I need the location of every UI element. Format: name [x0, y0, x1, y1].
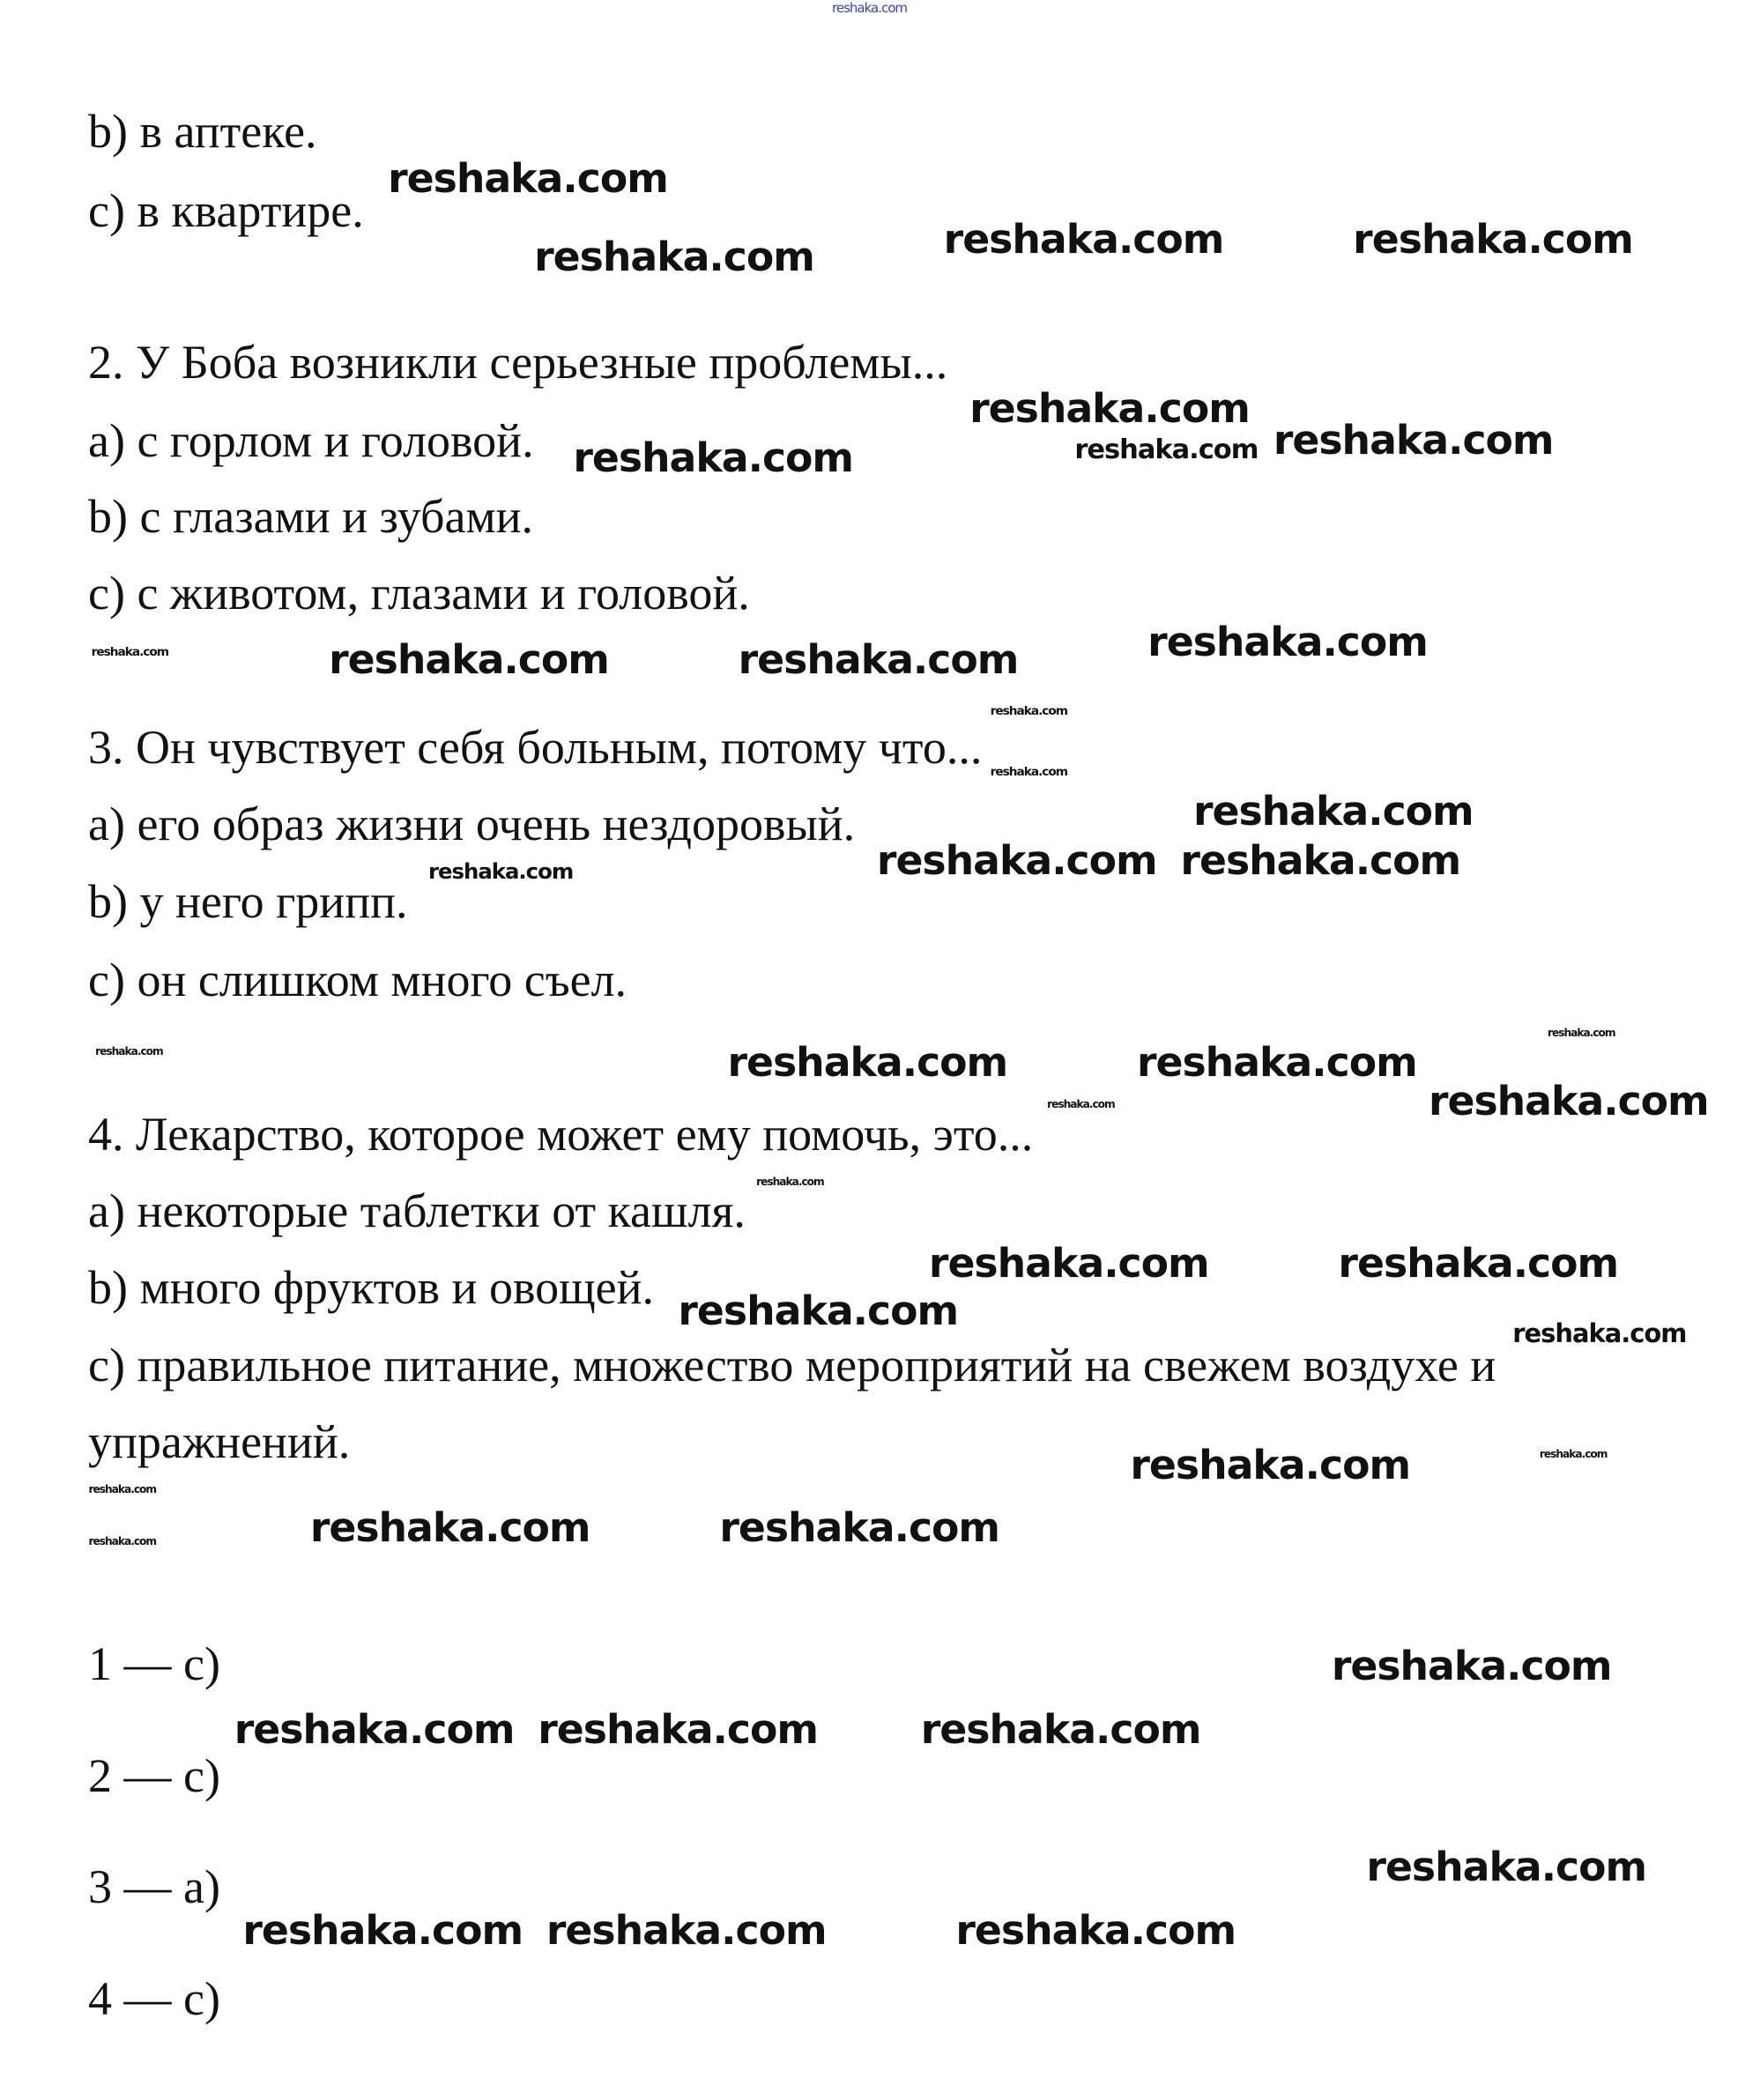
watermark: reshaka.com	[955, 1906, 1236, 1954]
option-line: упражнений.	[88, 1415, 351, 1468]
answer-line: 1 — c)	[88, 1637, 220, 1690]
watermark: reshaka.com	[1147, 618, 1428, 665]
watermark: reshaka.com	[990, 704, 1068, 719]
watermark: reshaka.com	[1192, 788, 1474, 835]
watermark: reshaka.com	[427, 857, 574, 884]
watermark: reshaka.com	[943, 216, 1224, 263]
header-watermark: reshaka.com	[832, 0, 907, 16]
watermark: reshaka.com	[88, 1482, 157, 1495]
watermark: reshaka.com	[928, 1240, 1209, 1287]
watermark: reshaka.com	[573, 434, 854, 482]
watermark: reshaka.com	[969, 384, 1250, 432]
watermark: reshaka.com	[329, 635, 609, 683]
option-line: c) он слишком много съел.	[88, 954, 627, 1006]
watermark: reshaka.com	[1353, 216, 1633, 263]
watermark: reshaka.com	[234, 1705, 515, 1753]
answer-line: 3 — a)	[88, 1860, 220, 1913]
watermark: reshaka.com	[388, 155, 668, 203]
watermark: reshaka.com	[95, 1045, 163, 1058]
watermark: reshaka.com	[678, 1287, 959, 1334]
answer-line: 4 — c)	[88, 1972, 220, 2025]
watermark: reshaka.com	[719, 1504, 1000, 1552]
watermark: reshaka.com	[756, 1176, 824, 1189]
option-line: c) правильное питание, множество мероприятий на свежем воздухе и	[88, 1339, 1496, 1391]
watermark: reshaka.com	[1428, 1077, 1709, 1124]
watermark: reshaka.com	[876, 837, 1157, 885]
watermark: reshaka.com	[309, 1504, 590, 1552]
question-4: 4. Лекарство, которое может ему помочь, это...	[88, 1108, 1034, 1161]
watermark: reshaka.com	[534, 233, 814, 280]
option-line: b) много фруктов и овощей.	[88, 1261, 655, 1314]
watermark: reshaka.com	[1180, 837, 1461, 885]
watermark: reshaka.com	[242, 1906, 524, 1954]
option-line: b) в аптеке.	[88, 105, 317, 158]
watermark: reshaka.com	[990, 764, 1068, 779]
watermark: reshaka.com	[1539, 1448, 1608, 1461]
watermark: reshaka.com	[538, 1705, 818, 1753]
watermark: reshaka.com	[1366, 1844, 1647, 1891]
watermark: reshaka.com	[546, 1906, 827, 1954]
watermark: reshaka.com	[1331, 1642, 1612, 1689]
watermark: reshaka.com	[1512, 1318, 1687, 1349]
watermark: reshaka.com	[738, 635, 1019, 683]
answer-line: 2 — c)	[88, 1749, 220, 1802]
question-2: 2. У Боба возникли серьезные проблемы...	[88, 336, 948, 389]
option-line: b) у него грипп.	[88, 875, 408, 928]
option-line: a) некоторые таблетки от кашля.	[88, 1184, 746, 1237]
watermark: reshaka.com	[727, 1038, 1008, 1086]
option-line: a) с горлом и головой.	[88, 414, 534, 467]
question-3: 3. Он чувствует себя больным, потому что...	[88, 721, 983, 774]
watermark: reshaka.com	[1047, 1097, 1115, 1110]
watermark: reshaka.com	[1074, 434, 1259, 466]
option-line: b) с глазами и зубами.	[88, 490, 534, 543]
watermark: reshaka.com	[1130, 1441, 1411, 1488]
watermark: reshaka.com	[1338, 1240, 1619, 1287]
option-line: c) в квартире.	[88, 184, 364, 237]
watermark: reshaka.com	[1136, 1038, 1417, 1086]
option-line: c) с животом, глазами и головой.	[88, 567, 750, 620]
watermark: reshaka.com	[920, 1705, 1201, 1753]
watermark: reshaka.com	[91, 645, 169, 660]
watermark: reshaka.com	[1273, 417, 1554, 464]
option-line: a) его образ жизни очень нездоровый.	[88, 798, 856, 850]
watermark: reshaka.com	[1548, 1027, 1615, 1039]
watermark: reshaka.com	[88, 1535, 157, 1548]
